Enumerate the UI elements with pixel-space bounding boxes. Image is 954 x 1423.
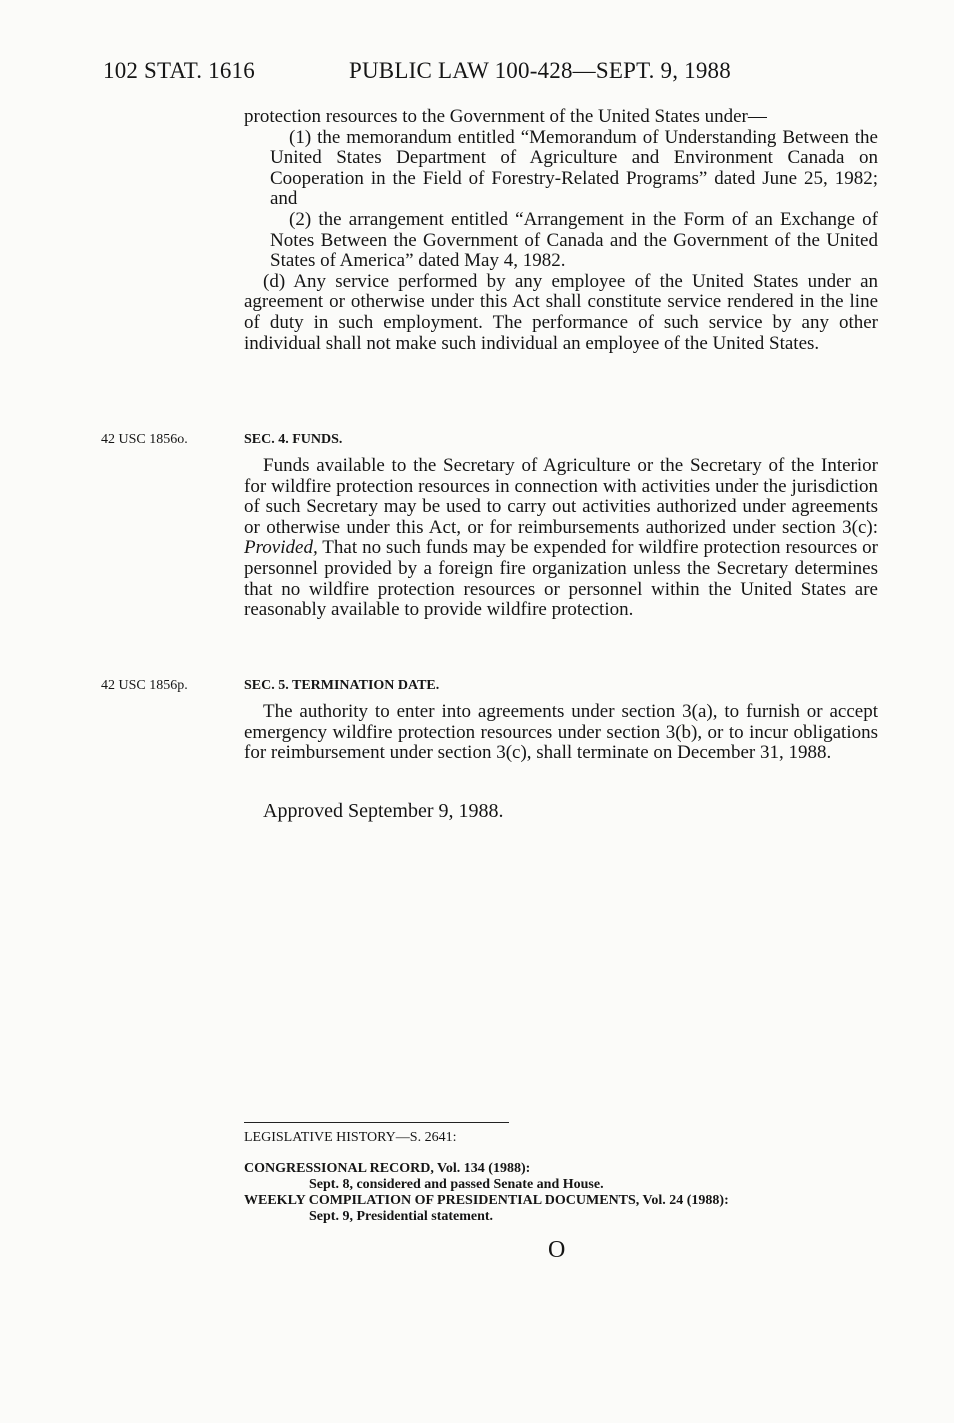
continued-text <box>244 107 878 354</box>
history-divider <box>244 1122 509 1123</box>
header-public-law: PUBLIC LAW 100-428—SEPT. 9, 1988 <box>349 58 731 83</box>
end-mark: O <box>548 1237 566 1263</box>
sec5-heading: SEC. 5. TERMINATION DATE. <box>244 678 440 693</box>
sec4-text-2: That no such funds may be expended for wildfire protection resources or personnel provided by a foreign fire organization unless the Secretary determines that no wildfire protection resources or personnel within the United States are reasonably available to provide wildfire protection. <box>244 537 878 621</box>
sec5-body <box>244 702 878 764</box>
history-title: LEGISLATIVE HISTORY—S. 2641: <box>244 1130 457 1145</box>
sec5-paragraph: The authority to enter into agreements under section 3(a), to furnish or accept emergency wildfire protection resources under section 3(b), or to incur obligations for reimbursement under section 3(c), shall terminate on December 31, 1988. <box>244 701 878 764</box>
approval-line: Approved September 9, 1988. <box>263 800 504 822</box>
margin-note-sec4: 42 USC 1856o. <box>101 432 188 447</box>
item-2: (2) the arrangement entitled “Arrangement in the Form of an Exchange of Notes Between the Government of Canada and the Government of the United States of America” dated May 4, 1982. <box>270 208 878 272</box>
paragraph-d: (d) Any service performed by any employee of the United States under an agreement or otherwise under this Act shall constitute service rendered in the line of duty in such employment. The performance of such service by any other individual shall not make such individual an employee of the United States. <box>244 270 878 354</box>
sec4-text-1: Funds available to the Secretary of Agriculture or the Secretary of the Interior for wildfire protection resources in connection with activities under the jurisdiction of such Secretary may be used to carry out activities authorized under agreements or otherwise under this Act, or for reimbursements authorized under section 3(c): <box>244 455 878 538</box>
header-stat-reference: 102 STAT. 1616 <box>103 58 255 83</box>
sec4-paragraph <box>244 456 878 621</box>
sec4-heading: SEC. 4. FUNDS. <box>244 432 343 447</box>
item-list <box>244 128 878 272</box>
weekly-compilation: WEEKLY COMPILATION OF PRESIDENTIAL DOCUMENTS, Vol. 24 (1988): <box>244 1193 729 1208</box>
intro-paragraph: protection resources to the Government of the United States under— <box>244 106 767 127</box>
margin-note-sec5: 42 USC 1856p. <box>101 678 188 693</box>
congressional-record: CONGRESSIONAL RECORD, Vol. 134 (1988): <box>244 1161 531 1176</box>
item-1: (1) the memorandum entitled “Memorandum of Understanding Between the United States Department of Agriculture and Environment Canada on Cooperation in the Field of Forestry-Related Programs” dated June 25, 1982; and <box>270 126 878 210</box>
sec4-body <box>244 456 878 621</box>
weekly-detail: Sept. 9, Presidential statement. <box>309 1209 494 1224</box>
sec4-provided: Provided, <box>244 537 318 559</box>
record-detail: Sept. 8, considered and passed Senate and House. <box>309 1177 604 1192</box>
